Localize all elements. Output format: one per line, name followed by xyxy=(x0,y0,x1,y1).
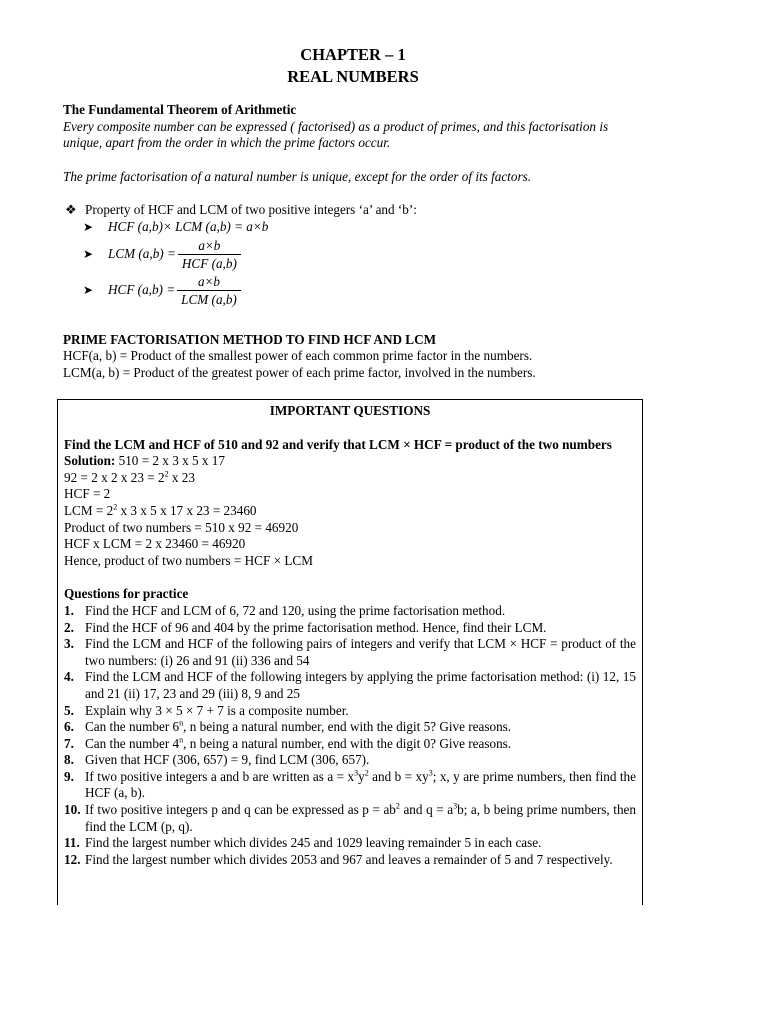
solution-line-7: Hence, product of two numbers = HCF × LCM xyxy=(64,552,313,568)
solution-line-3: HCF = 2 xyxy=(64,486,111,502)
list-item: 2. Find the HCF of 96 and 404 by the prime factorisation method. Hence, find their LCM. xyxy=(64,619,547,635)
solution-line-6: HCF x LCM = 2 x 23460 = 46920 xyxy=(64,536,246,552)
page-content xyxy=(63,44,643,381)
formula-hcf-lcm-product xyxy=(63,219,643,236)
worked-question: Find the LCM and HCF of 510 and 92 and verify that LCM × HCF = product of the two numbers xyxy=(64,436,612,452)
solution-line-4: LCM = $2^2$ x 3 x 5 x 17 x 23 = 23460 xyxy=(64,502,257,518)
solution-line-1: Solution: 510 = 2 x 3 x 5 x 17 xyxy=(64,453,225,469)
practice-list xyxy=(64,603,636,869)
practice-heading: Questions for practice xyxy=(64,586,189,602)
property-intro-text: Property of HCF and LCM of two positive integers ‘a’ and ‘b’: xyxy=(85,202,417,218)
list-item: 9. If two positive integers a and b are written as $a = x^3y^2$ and $b = xy^3$; x, y are prime numbers, then find the HCF (a, b). xyxy=(64,768,637,801)
fraction-numerator: a×b xyxy=(197,273,221,289)
list-item: 10. If two positive integers p and q can be expressed as $p = ab^2$ and $q = a^3b$; a, b being prime numbers, then find the LCM (p, q). xyxy=(64,801,636,834)
theorem-note: The prime factorisation of a natural number is unique, except for the order of its factors. xyxy=(63,168,532,184)
formula-lhs: HCF (a,b) = xyxy=(108,282,176,298)
diamond-bullet-icon: ❖ xyxy=(65,202,77,218)
formula-hcf xyxy=(63,274,643,308)
arrow-bullet-icon: ➤ xyxy=(83,283,94,298)
arrow-bullet-icon: ➤ xyxy=(83,247,94,262)
list-item: 1. Find the HCF and LCM of 6, 72 and 120, using the prime factorisation method. xyxy=(64,602,506,618)
list-item: 3. Find the LCM and HCF of the following pairs of integers and verify that LCM × HCF = product of the two numbers: (i) 26 and 91 (ii) 336 and 54 xyxy=(64,636,636,668)
prime-method-heading: PRIME FACTORISATION METHOD TO FIND HCF AND LCM xyxy=(63,331,437,347)
list-item: 6. Can the number 6$^n$, n being a natural number, end with the digit 5? Give reasons. xyxy=(64,718,512,735)
prime-method-hcf: HCF(a, b) = Product of the smallest power of each common prime factor in the numbers. xyxy=(63,348,533,364)
chapter-title: REAL NUMBERS xyxy=(287,67,419,86)
fraction-numerator: a×b xyxy=(198,237,221,253)
chapter-number: CHAPTER – 1 xyxy=(300,45,406,64)
fraction-denominator: HCF (a,b) xyxy=(178,254,241,272)
list-item: 8. Given that HCF (306, 657) = 9, find LCM (306, 657). xyxy=(64,752,370,768)
list-item: 11. Find the largest number which divides 245 and 1029 leaving remainder 5 in each case. xyxy=(64,835,542,851)
solution-line-5: Product of two numbers = 510 x 92 = 46920 xyxy=(64,519,299,535)
important-questions-title: IMPORTANT QUESTIONS xyxy=(269,403,431,418)
prime-method-lcm: LCM(a, b) = Product of the greatest power of each prime factor, involved in the numbers. xyxy=(63,364,536,380)
formula-lhs: LCM (a,b) = xyxy=(108,246,176,262)
arrow-bullet-icon: ➤ xyxy=(83,219,94,234)
theorem-statement: Every composite number can be expressed ( factorised) as a product of primes, and this factorisation is unique, apart from the order in which the prime factors occur. xyxy=(63,118,609,151)
formula-lcm xyxy=(63,238,643,272)
solution-line-2: 92 = 2 x 2 x $23 = 2^2$ x 23 xyxy=(64,469,195,485)
fraction-denominator: LCM (a,b) xyxy=(177,290,241,308)
list-item: 4. Find the LCM and HCF of the following integers by applying the prime factorisation method: (i) 12, 15 and 21 (ii) 17, 23 and 29 (iii) 8, 9 and 25 xyxy=(64,669,636,701)
solution-label: Solution: xyxy=(64,453,116,469)
property-intro xyxy=(63,202,643,219)
list-item: 5. Explain why 3 × 5 × 7 + 7 is a composite number. xyxy=(64,702,349,718)
important-questions-box xyxy=(57,399,643,905)
fraction xyxy=(178,238,241,272)
list-item: 7. Can the number 4$^n$, n being a natural number, end with the digit 0? Give reasons. xyxy=(64,735,512,751)
theorem-heading: The Fundamental Theorem of Arithmetic xyxy=(63,102,297,117)
formula-text: HCF (a,b)× LCM (a,b) = a×b xyxy=(108,218,269,234)
fraction xyxy=(177,274,241,308)
list-item: 12. Find the largest number which divides 2053 and 967 and leaves a remainder of 5 and 7 respectively. xyxy=(64,851,613,867)
